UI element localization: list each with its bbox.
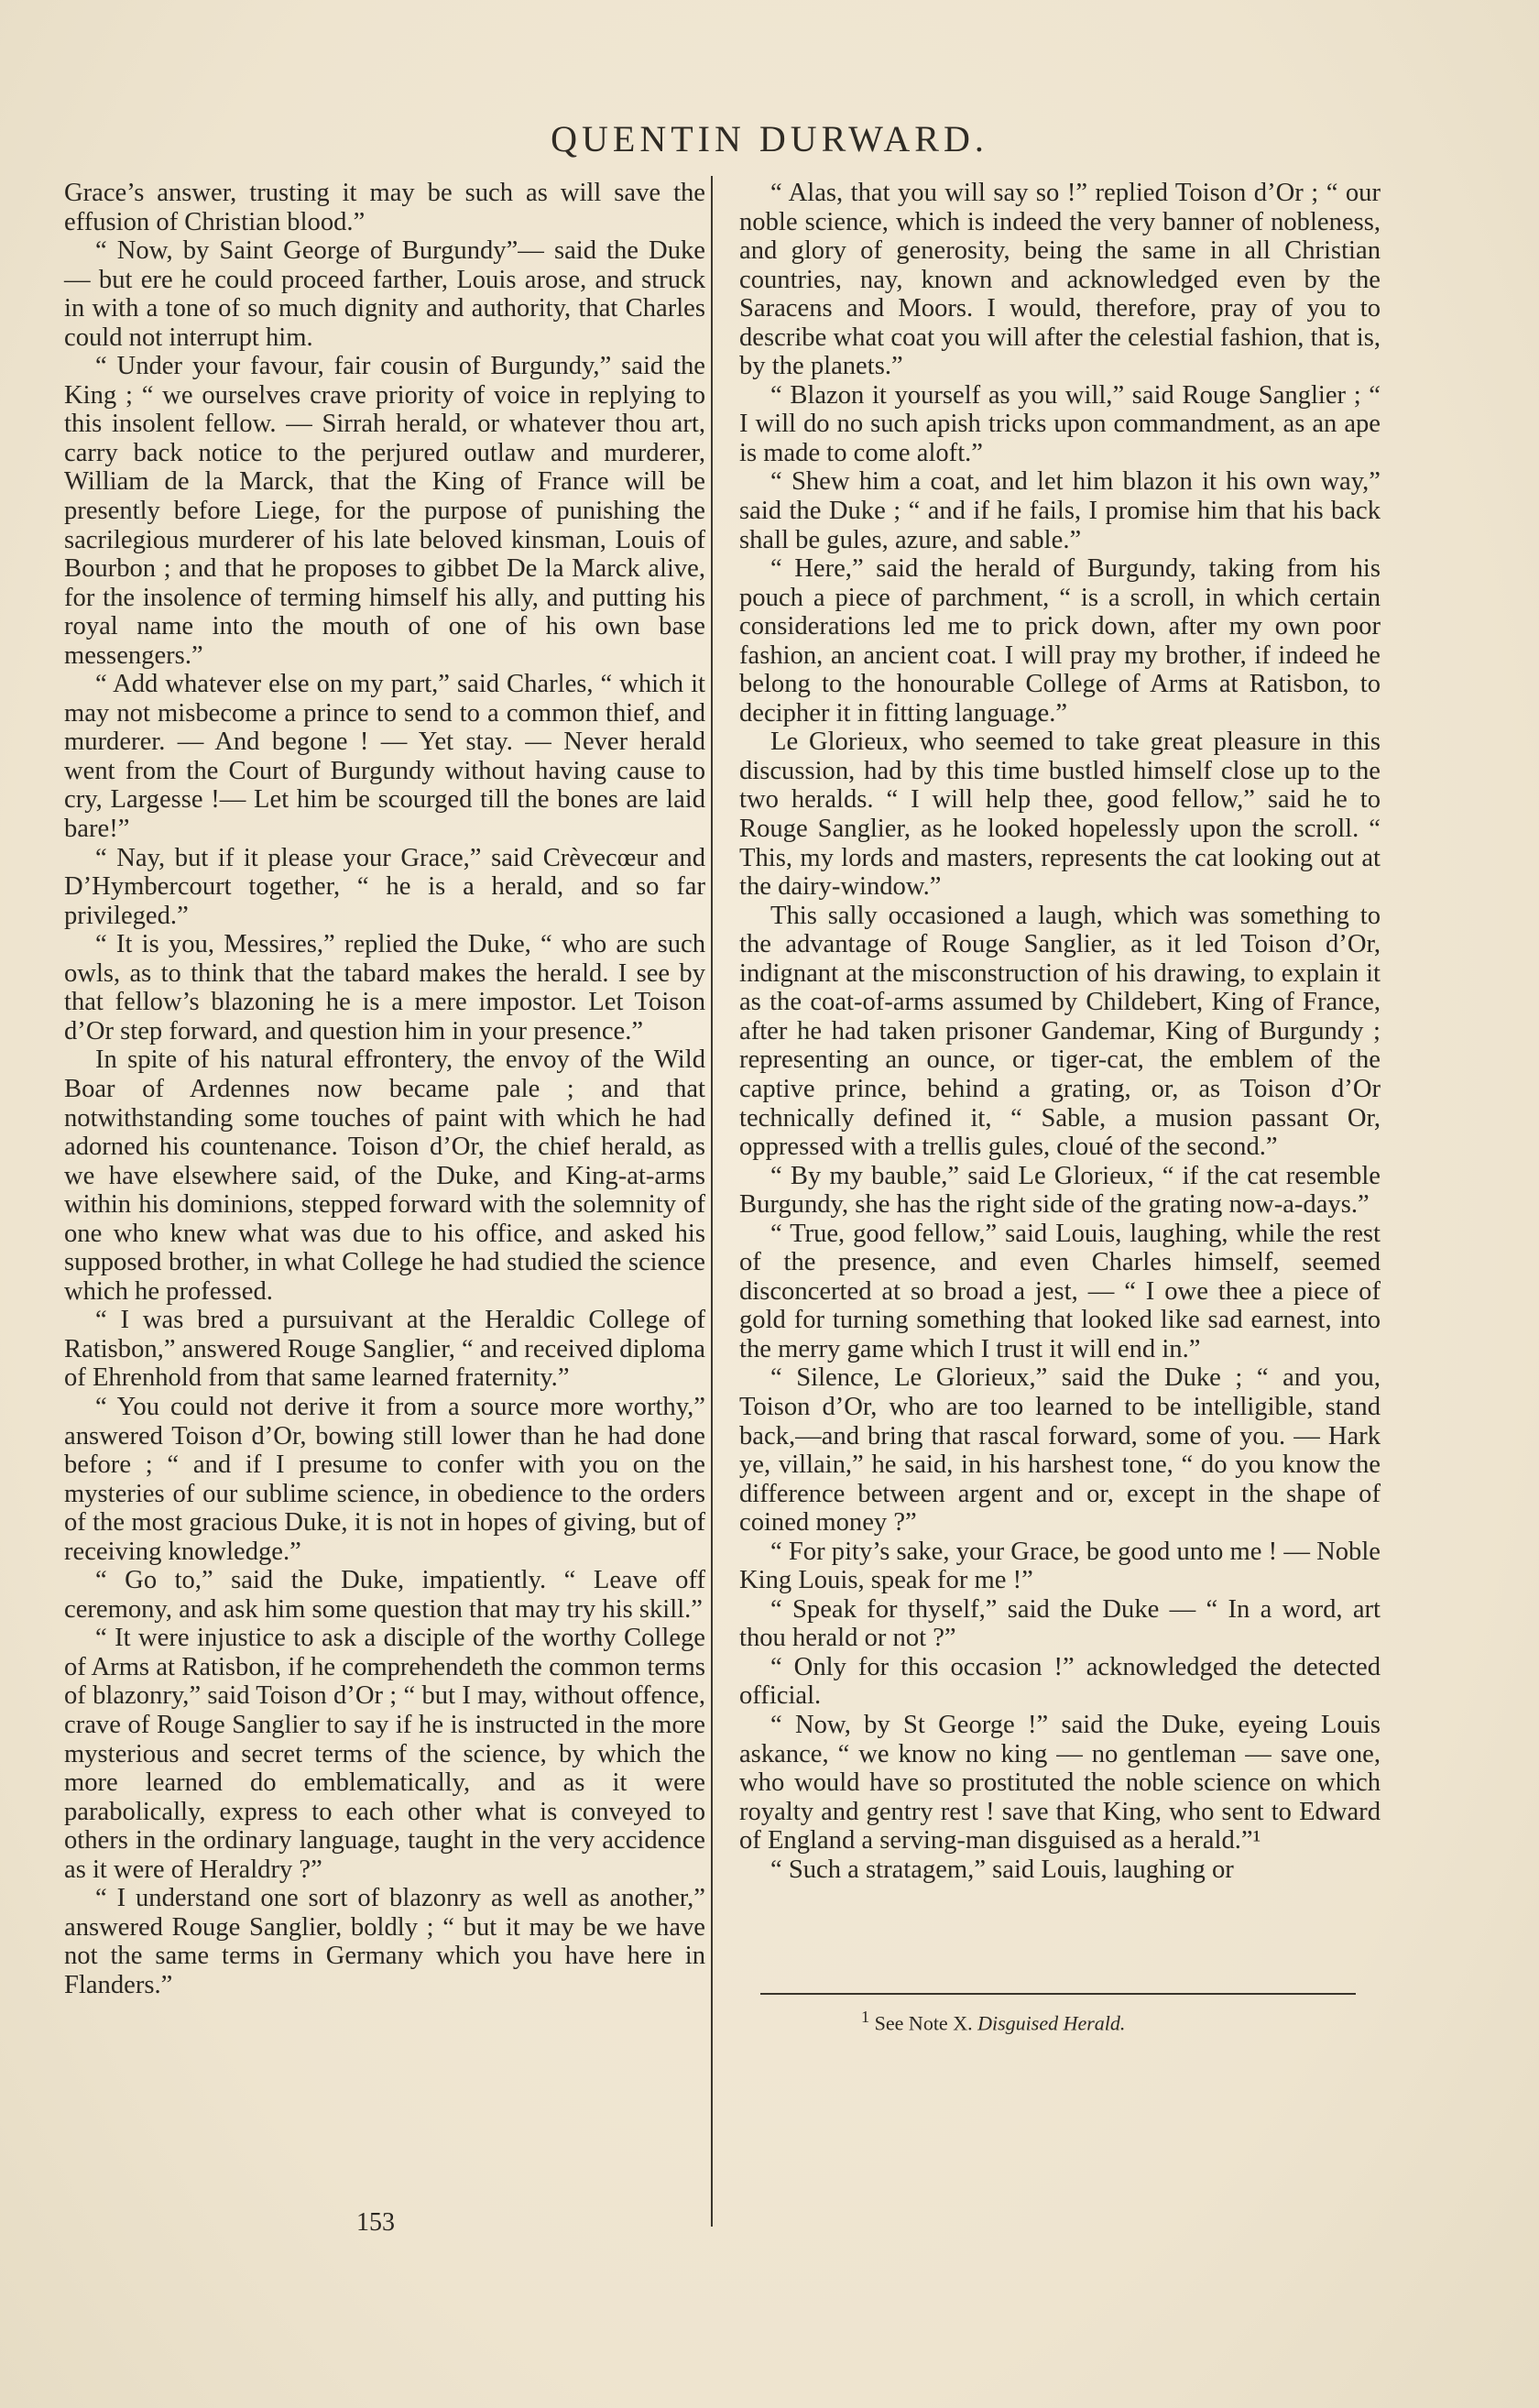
paragraph: “ Now, by St George !” said the Duke, eyeing Louis askance, “ we know no king — no gentleman — save one, who would have so prostituted the noble science on which royalty and gentry rest ! save that King, who sent to Edward of England a serving-man disguised as a herald.”¹ — [739, 1710, 1381, 1855]
paragraph: “ Such a stratagem,” said Louis, laughing or — [770, 1855, 1234, 1884]
footnote — [861, 2005, 1337, 2035]
paragraph: “ It were injustice to ask a disciple of the worthy College of Arms at Ratisbon, if he comprehendeth the common terms of blazonry,” said Toison d’Or ; “ but I may, without offence, crave of Rouge Sanglier to say if he is instructed in the more mysterious and secret terms of the science, by which the more learned do emblematically, and as it were parabolically, express to each other what is conveyed to others in the ordinary language, taught in the very accidence as it were of Heraldry ?” — [64, 1624, 705, 1884]
page-number: 153 — [356, 2208, 395, 2237]
paragraph: “ It is you, Messires,” replied the Duke, “ who are such owls, as to think that the tabard makes the herald. I see by that fellow’s blazoning he is a mere impostor. Let Toison d’Or step forward, and question him in your presence.” — [64, 930, 705, 1045]
paragraph: “ Go to,” said the Duke, impatiently. “ Leave off ceremony, and ask him some question that may try his skill.” — [64, 1566, 705, 1624]
paragraph: “ You could not derive it from a source more worthy,” answered Toison d’Or, bowing still lower than he had done before ; “ and if I presume to confer with you on the mysteries of our sublime science, in obedience to the orders of the most gracious Duke, it is not in hopes of giving, but of receiving knowledge.” — [64, 1392, 705, 1566]
footnote-title: Disguised Herald. — [977, 2011, 1126, 2035]
paragraph: “ By my bauble,” said Le Glorieux, “ if the cat resemble Burgundy, she has the right side of the grating now-a-days.” — [739, 1161, 1381, 1220]
paragraph: “ Here,” said the herald of Burgundy, taking from his pouch a piece of parchment, “ is a scroll, in which certain considerations led me to prick down, after my own poor fashion, an ancient coat. I will pray my brother, if indeed he belong to the honourable College of Arms at Ratisbon, to decipher it in fitting language.” — [739, 554, 1381, 728]
paragraph: Grace’s answer, trusting it may be such as will save the effusion of Christian blood.” — [64, 179, 705, 236]
paragraph: In spite of his natural effrontery, the envoy of the Wild Boar of Ardennes now became pale ; and that notwithstanding some touches of paint with which he had adorned his countenance. Toison d’Or, the chief herald, as we have elsewhere said, of the Duke, and King-at-arms within his dominions, stepped forward with the solemnity of one who knew what was due to his office, and asked his supposed brother, in what College he had studied the science which he professed. — [64, 1045, 705, 1306]
paragraph: “ Blazon it yourself as you will,” said Rouge Sanglier ; “ I will do no such apish tricks upon commandment, as an ape is made to come aloft.” — [739, 380, 1381, 467]
left-column — [64, 179, 705, 1999]
footnote-rule — [760, 1993, 1356, 1995]
footnote-marker: 1 — [861, 2008, 870, 2026]
paragraph: “ Silence, Le Glorieux,” said the Duke ; “ and you, Toison d’Or, who are too learned to be intelligible, stand back,—and bring that rascal forward, some of you. — Hark ye, villain,” he said, in his harshest tone, “ do you know the difference between argent and or, except in the shape of coined money ?” — [739, 1363, 1381, 1538]
paragraph: “ For pity’s sake, your Grace, be good unto me ! — Noble King Louis, speak for me !” — [739, 1537, 1381, 1595]
column-divider — [711, 176, 713, 2227]
paragraph: “ I was bred a pursuivant at the Heraldic College of Ratisbon,” answered Rouge Sanglier, “ and received diploma of Ehrenhold from that same learned fraternity.” — [64, 1306, 705, 1393]
paragraph: “ Now, by Saint George of Burgundy”— said the Duke — but ere he could proceed farther, Louis arose, and struck in with a tone of so much dignity and authority, that Charles could not interrupt him. — [64, 236, 705, 352]
paragraph: This sally occasioned a laugh, which was something to the advantage of Rouge Sanglier, as it led Toison d’Or, indignant at the misconstruction of his drawing, to explain it as the coat-of-arms assumed by Childebert, King of France, after he had taken prisoner Gandemar, King of Burgundy ; representing an ounce, or tiger-cat, the emblem of the captive prince, behind a grating, or, as Toison d’Or technically defined it, “ Sable, a musion passant Or, oppressed with a trellis gules, cloué of the second.” — [739, 901, 1381, 1162]
paragraph: “ Shew him a coat, and let him blazon it his own way,” said the Duke ; “ and if he fails, I promise him that his back shall be gules, azure, and sable.” — [739, 467, 1381, 554]
running-head-title: QUENTIN DURWARD. — [551, 118, 988, 159]
paragraph: “ True, good fellow,” said Louis, laughing, while the rest of the presence, and even Charles himself, seemed disconcerted at so broad a jest, — “ I owe thee a piece of gold for turning something that looked like sad earnest, into the merry game which I trust it will end in.” — [739, 1219, 1381, 1363]
paragraph: “ Alas, that you will say so !” replied Toison d’Or ; “ our noble science, which is indeed the very banner of nobleness, and glory of generosity, being the same in all Christian countries, nay, known and acknowledged even by the Saracens and Moors. I would, therefore, pray of you to describe what coat you will after the celestial fashion, that is, by the planets.” — [739, 179, 1381, 381]
right-column — [739, 179, 1381, 1952]
paragraph: “ Nay, but if it please your Grace,” said Crèvecœur and D’Hymbercourt together, “ he is a herald, and so far privileged.” — [64, 843, 705, 930]
paragraph: “ Speak for thyself,” said the Duke — “ In a word, art thou herald or not ?” — [739, 1594, 1381, 1653]
paragraph: “ Add whatever else on my part,” said Charles, “ which it may not misbecome a prince to send to a common thief, and murderer. — And begone ! — Yet stay. — Never herald went from the Court of Burgundy without having cause to cry, Largesse !— Let him be scourged till the bones are laid bare!” — [64, 670, 705, 844]
footnote-text: See Note X. — [874, 2011, 973, 2035]
paragraph: Le Glorieux, who seemed to take great pleasure in this discussion, had by this time bustled himself close up to the two heralds. “ I will help thee, good fellow,” said he to Rouge Sanglier, as he looked hopelessly upon the scroll. “ This, my lords and masters, represents the cat looking out at the dairy-window.” — [739, 728, 1381, 902]
paragraph: “ I understand one sort of blazonry as well as another,” answered Rouge Sanglier, boldly ; “ but it may be we have not the same terms in Germany which you have here in Flanders.” — [64, 1884, 705, 1999]
paragraph: “ Under your favour, fair cousin of Burgundy,” said the King ; “ we ourselves crave priority of voice in replying to this insolent fellow. — Sirrah herald, or whatever thou art, carry back notice to the perjured outlaw and murderer, William de la Marck, that the King of France will be presently before Liege, for the purpose of punishing the sacrilegious murderer of his late beloved kinsman, Louis of Bourbon ; and that he proposes to gibbet De la Marck alive, for the insolence of terming himself his ally, and putting his royal name into the mouth of one of his own base messengers.” — [64, 352, 705, 670]
paragraph: “ Only for this occasion !” acknowledged the detected official. — [739, 1652, 1381, 1711]
